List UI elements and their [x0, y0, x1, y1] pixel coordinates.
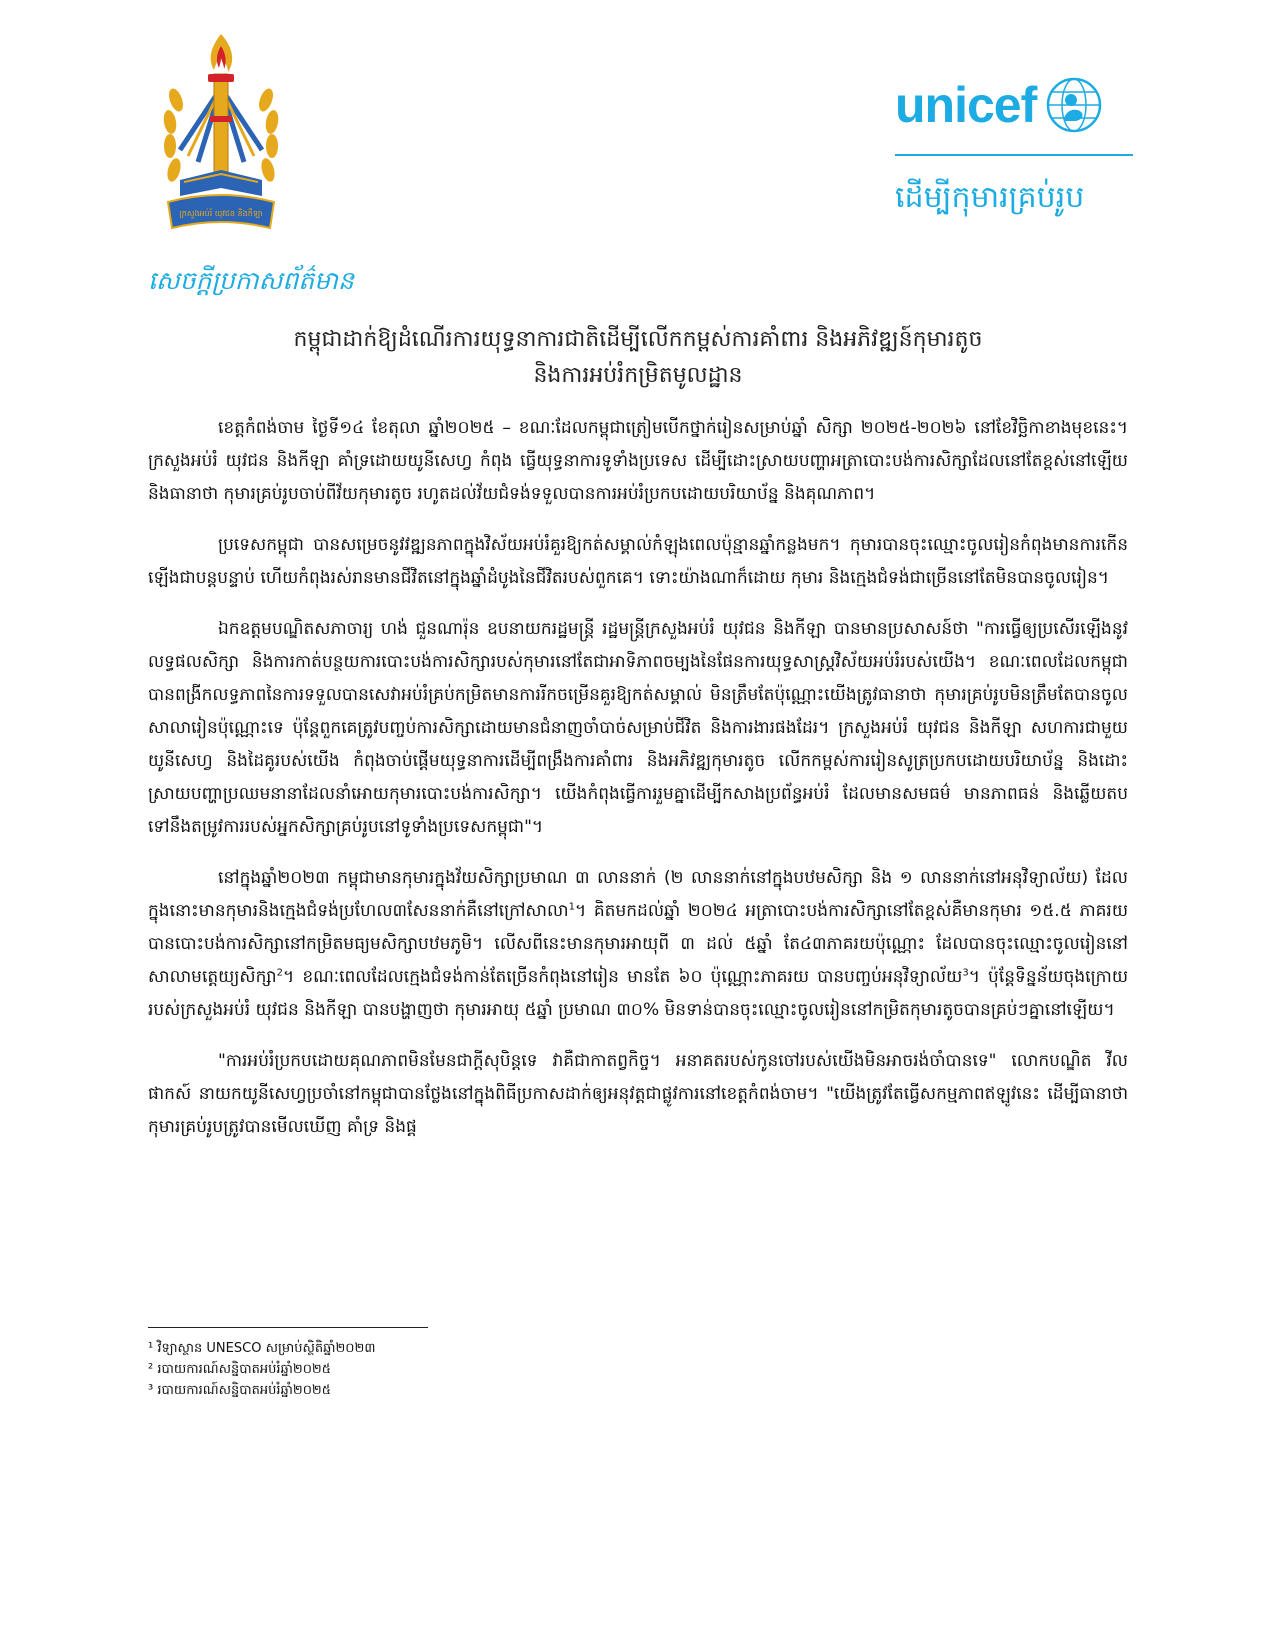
footnote-ref-2: 2 — [276, 967, 283, 979]
footnote-divider — [148, 1327, 428, 1328]
unicef-wordmark: unicef — [895, 77, 1037, 133]
footnote-ref-1: 1 — [568, 901, 575, 913]
headline-line-2: និងការអប់រំកម្រិតមូលដ្ឋាន — [533, 363, 743, 388]
paragraph-2: ប្រទេសកម្ពុជា បានសម្រេចនូវវឌ្ឍនភាពក្នុងវិស័យអប់រំគួរឱ្យកត់សម្គាល់កំឡុងពេលប៉ុន្មានឆ្នាំកន្លងមក។ កុមារបានចុះឈ្មោះចូលរៀនកំពុងមានការកើនឡើងជាបន្តបន្ទាប់ ហើយកំពុងរស់រានមានជីវិតនៅក្នុងឆ្នាំដំបូងនៃជីវិតរបស់ពួកគេ។ ទោះយ៉ាងណាក៏ដោយ កុមារ និងក្មេងជំទង់ជាច្រើននៅតែមិនបានចូលរៀន។ — [148, 535, 1128, 588]
footnote-2: ² របាយការណ៍សន្និបាតអប់រំឆ្នាំ២០២៥ — [148, 1362, 331, 1377]
paragraph-4-part-d: ។ ប៉ុន្តែទិន្នន័យចុងក្រោយរបស់ក្រសួងអប់រំ យុវជន និងកីឡា បានបង្ហាញថា កុមារអាយុ ៥ឆ្នាំ ប្រមាណ ៣០% មិនទាន់បានចុះឈ្មោះចូលរៀននៅកម្រិតកុមារតូចបានគ្រប់ៗគ្នានៅឡើយ។ — [148, 967, 1129, 1020]
footnote-1: ¹ វិទ្យាស្ថាន UNESCO សម្រាប់ស្ថិតិឆ្នាំ២០២៣ — [148, 1341, 376, 1356]
paragraph-4-part-c: ។ ខណៈពេលដែលក្មេងជំទង់កាន់តែច្រើនកំពុងនៅរៀន មានតែ ៦០ ប៉ុណ្ណោះភាគរយ បានបញ្ចប់អនុវិទ្យាល័យ — [282, 967, 963, 987]
unicef-tagline: ដើម្បីកុមារគ្រប់រូប — [895, 180, 1085, 215]
footnote-3: ³ របាយការណ៍សន្និបាតអប់រំឆ្នាំ២០២៥ — [148, 1383, 331, 1398]
unicef-logo-block — [895, 70, 1135, 222]
footnotes — [148, 1338, 375, 1401]
footnote-ref-3: 3 — [962, 967, 969, 979]
paragraph-4 — [148, 862, 1128, 1027]
emblem-caption: ក្រសួងអប់រំ យុវជន និងកីឡា — [179, 209, 263, 218]
unicef-divider — [895, 154, 1133, 156]
paragraph-4-part-b: ។ គិតមកដល់ឆ្នាំ ២០២៤ អត្រាបោះបង់ការសិក្សានៅតែខ្ពស់គឺមានកុមារ ១៥.៥ ភាគរយបានបោះបង់ការសិក្សានៅកម្រិតមធ្យមសិក្សាបឋមភូមិ។ លើសពីនេះមានកុមារអាយុពី ៣ ដល់ ៥ឆ្នាំ តែ៤៣ភាគរយប៉ុណ្ណោះ ដែលបានចុះឈ្មោះចូលរៀននៅសាលាមត្តេយ្យសិក្សា — [148, 901, 1128, 987]
press-release-label: សេចក្ដីប្រកាសព័ត៌មាន — [148, 266, 354, 295]
article-body — [148, 412, 1128, 1162]
headline-line-1: កម្ពុជាដាក់ឱ្យដំណើរការយុទ្ធនាការជាតិដើម្បីលើកកម្ពស់ការគាំពារ និងអភិវឌ្ឍន៍កុមារតូច — [293, 327, 983, 352]
paragraph-3: ឯកឧត្តមបណ្ឌិតសភាចារ្យ ហង់ ជួនណារ៉ុន ឧបនាយករដ្ឋមន្ត្រី រដ្ឋមន្ត្រីក្រសួងអប់រំ យុវជន និងកីឡា បានមានប្រសាសន៍ថា "ការធ្វើឲ្យប្រសើរឡើងនូវលទ្ធផលសិក្សា និងការកាត់បន្ថយការបោះបង់ការសិក្សារបស់កុមារនៅតែជាអាទិភាពចម្បងនៃផែនការយុទ្ធសាស្ត្រវិស័យអប់រំរបស់យើង។ ខណៈពេលដែលកម្ពុជា បានពង្រីកលទ្ធភាពនៃការទទួលបានសេវាអប់រំគ្រប់កម្រិតមានការរីកចម្រើនគួរឱ្យកត់សម្គាល់ មិនត្រឹមតែប៉ុណ្ណោះយើងត្រូវធានាថា កុមារគ្រប់រូបមិនត្រឹមតែបានចូលសាលារៀនប៉ុណ្ណោះទេ ប៉ុន្តែពួកគេត្រូវបញ្ចប់ការសិក្សាដោយមានជំនាញចាំបាច់សម្រាប់ជីវិត និងការងារផងដែរ។ ក្រសួងអប់រំ យុវជន និងកីឡា សហការជាមួយយូនីសេហ្វ និងដៃគូរបស់យើង កំពុងចាប់ផ្ដើមយុទ្ធនាការដើម្បីពង្រឹងការគាំពារ និងអភិវឌ្ឍកុមារតូច លើកកម្ពស់ការរៀនសូត្រប្រកបដោយបរិយាប័ន្ន និងដោះស្រាយបញ្ហាប្រឈមនានាដែលនាំអោយកុមារបោះបង់ការសិក្សា។ យើងកំពុងធ្វើការរួមគ្នាដើម្បីកសាងប្រព័ន្ធអប់រំ ដែលមានសមធម៌ មានភាពធន់ និងឆ្លើយតបទៅនឹងតម្រូវការរបស់អ្នកសិក្សាគ្រប់រូបនៅទូទាំងប្រទេសកម្ពុជា"។ — [148, 619, 1128, 837]
paragraph-5: "ការអប់រំប្រកបដោយគុណភាពមិនមែនជាក្ដីសុបិន្តទេ វាគឺជាកាតព្វកិច្ច។ អនាគតរបស់កូនចៅរបស់យើងមិនអាចរង់ចាំបានទេ" លោកបណ្ឌិត វីល ផាកស៍ នាយកយូនីសេហ្វប្រចាំនៅកម្ពុជាបានថ្លែងនៅក្នុងពិធីប្រកាសដាក់ឲ្យអនុវត្តជាផ្លូវការនៅខេត្តកំពង់ចាម។ "យើងត្រូវតែធ្វើសកម្មភាពឥឡូវនេះ ដើម្បីធានាថា កុមារគ្រប់រូបត្រូវបានមើលឃើញ គាំទ្រ និងផ្ត — [148, 1051, 1128, 1137]
headline — [148, 322, 1128, 394]
paragraph-4-part-a: នៅក្នុងឆ្នាំ២០២៣ កម្ពុជាមានកុមារក្នុងវ័យសិក្សាប្រមាណ ៣ លាននាក់ (២ លាននាក់នៅក្នុងបឋមសិក្សា និង ១ លាននាក់នៅអនុវិទ្យាល័យ) ដែលក្នុងនោះមានកុមារនិងក្មេងជំទង់ប្រហែល៣សែននាក់គឺនៅក្រៅសាលា — [148, 868, 1128, 921]
paragraph-1: ខេត្តកំពង់ចាម ថ្ងៃទី១៤ ខែតុលា ឆ្នាំ២០២៥ – ខណៈដែលកម្ពុជាត្រៀមបើកថ្នាក់រៀនសម្រាប់ឆ្នាំ សិក្សា ២០២៥-២០២៦ នៅខែវិច្ឆិកាខាងមុខនេះ។ ក្រសួងអប់រំ យុវជន និងកីឡា គាំទ្រដោយយូនីសេហ្វ កំពុង ធ្វើយុទ្ធនាការទូទាំងប្រទេស ដើម្បីដោះស្រាយបញ្ហាអត្រាបោះបង់ការសិក្សាដែលនៅតែខ្ពស់នៅឡើយ និងធានាថា កុមារគ្រប់រូបចាប់ពីវ័យកុមារតូច រហូតដល់វ័យជំទង់ទទួលបានការអប់រំប្រកបដោយបរិយាប័ន្ន និងគុណភាព។ — [148, 418, 1128, 504]
ministry-emblem-logo — [158, 30, 284, 240]
unicef-globe-icon — [1044, 75, 1104, 135]
